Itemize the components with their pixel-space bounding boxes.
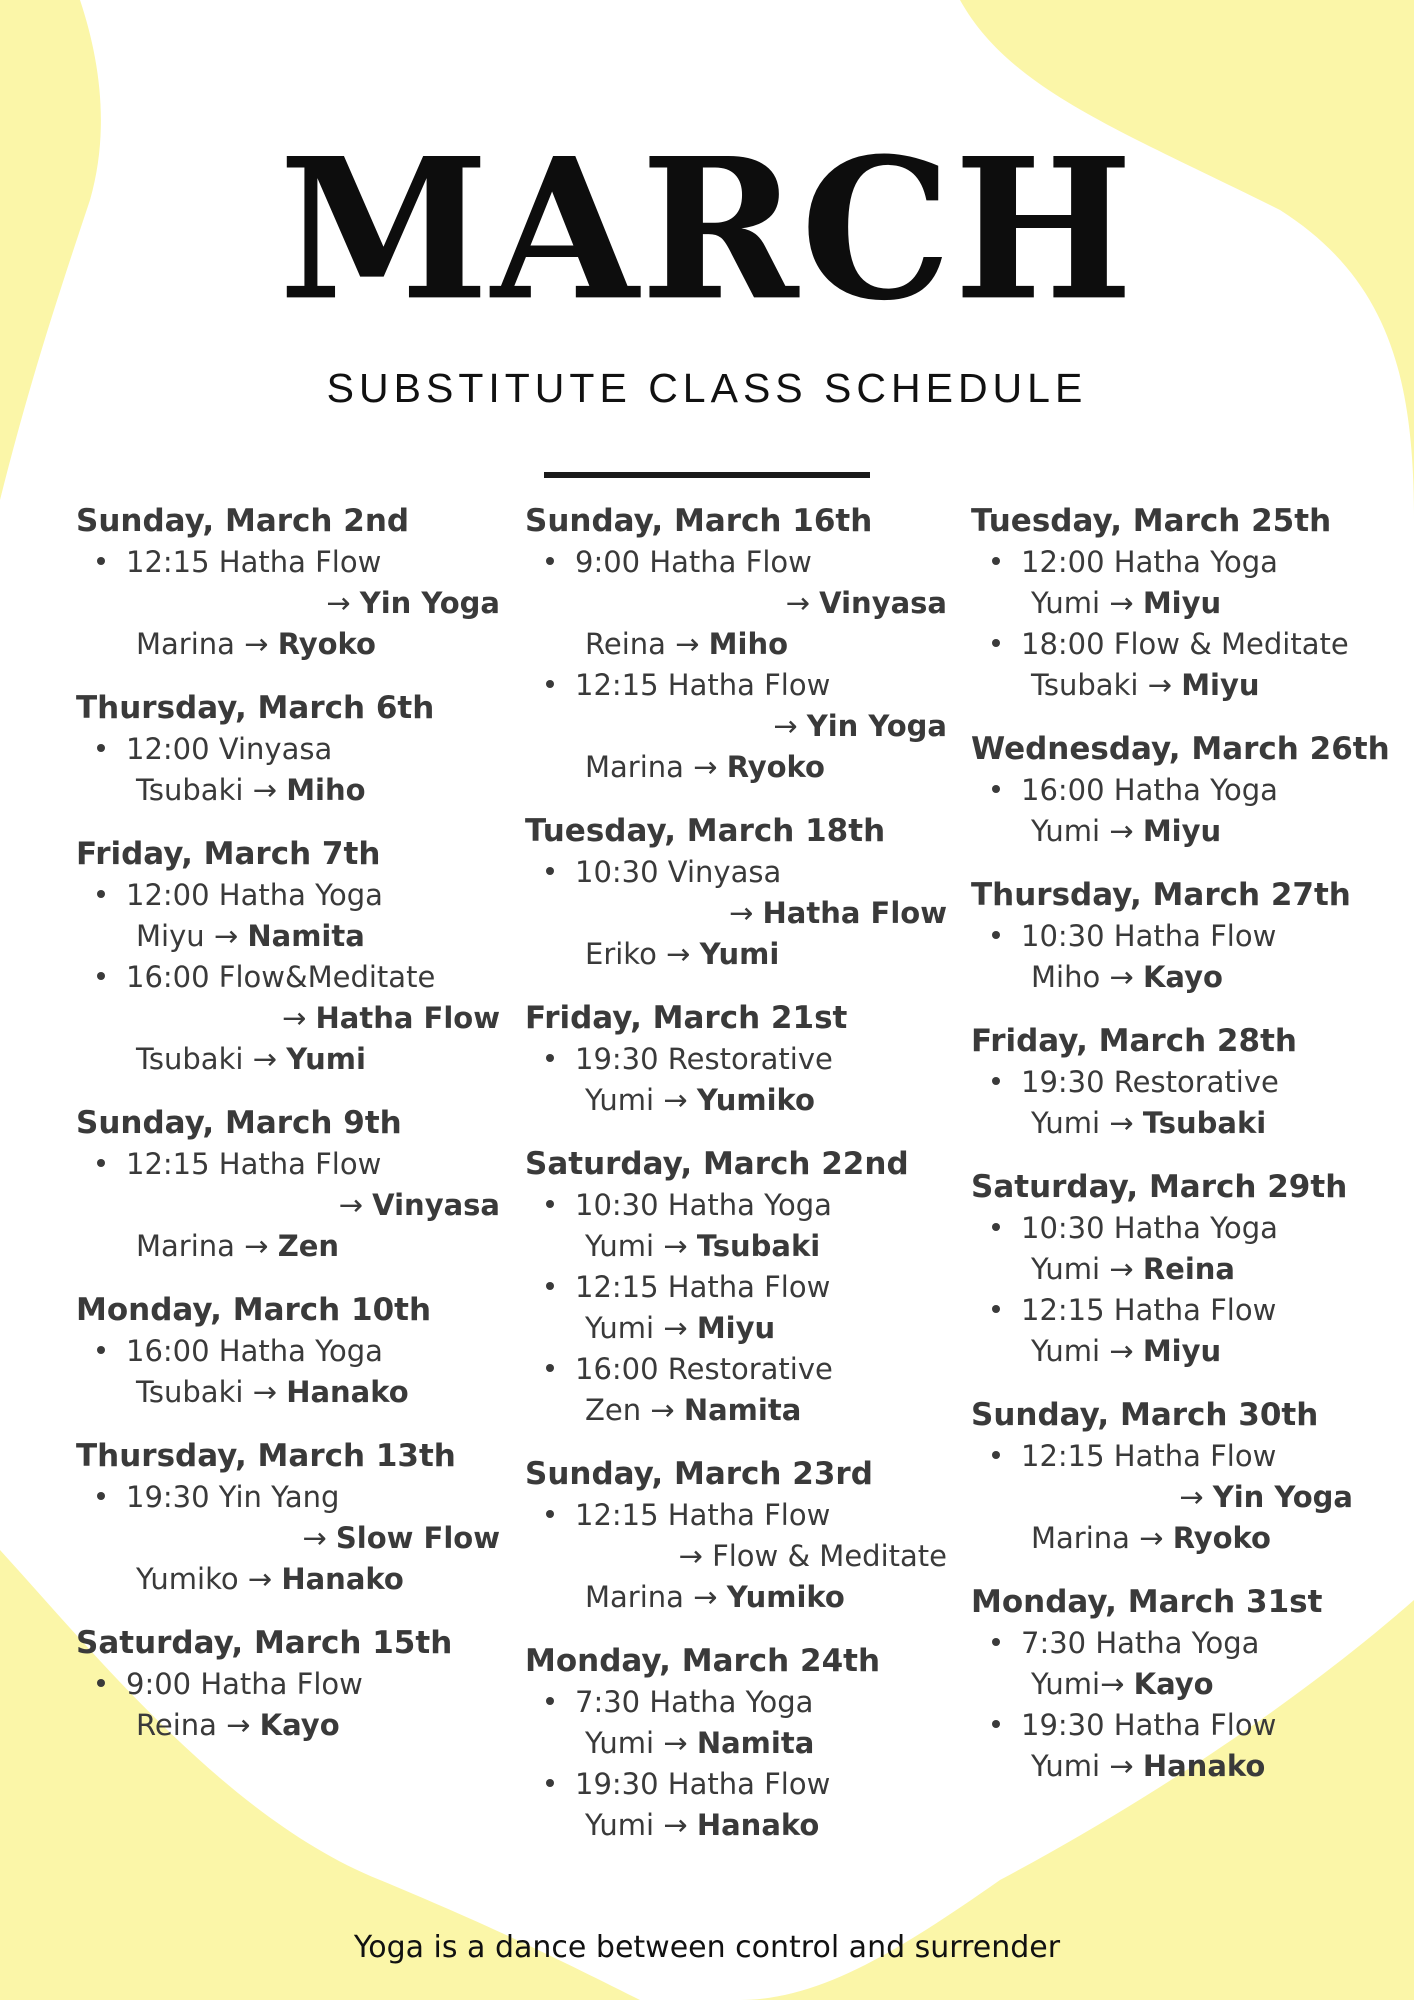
arrow-icon: → [654,1311,697,1345]
original-teacher: Yumi [1031,814,1101,848]
substitute-teacher: Kayo [259,1708,340,1742]
arrow-icon: → [302,1521,336,1555]
schedule-entry [525,1349,947,1431]
day-block [76,1435,500,1600]
class-time: 16:00 Hatha Yoga [1021,773,1278,807]
bullet-icon [992,1638,1000,1646]
schedule-entry [525,1764,947,1846]
arrow-icon: → [326,586,360,620]
bullet-icon [546,557,554,565]
substitute-teacher: Ryoko [277,627,376,661]
bullet-icon [546,1200,554,1208]
day-title: Thursday, March 13th [76,1438,456,1474]
original-teacher: Tsubaki [136,773,244,807]
day-title: Tuesday, March 25th [971,503,1332,539]
schedule-entry [525,542,947,665]
day-block [971,1166,1390,1372]
class-change [126,583,500,624]
teacher-change [126,916,500,957]
bullet-icon [97,744,105,752]
bullet-icon [992,557,1000,565]
substitute-teacher: Miyu [1181,668,1260,702]
substitute-teacher: Namita [247,919,365,953]
new-class-name: Yin Yoga [1212,1480,1353,1514]
arrow-icon: → [238,1562,282,1596]
arrow-icon: → [654,1808,697,1842]
arrow-icon: → [1138,668,1182,702]
teacher-change [575,624,947,665]
substitute-teacher: Tsubaki [1142,1106,1267,1140]
page-subtitle: SUBSTITUTE CLASS SCHEDULE [326,365,1088,411]
day-block [525,997,947,1121]
teacher-change [126,624,500,665]
day-block [971,1581,1390,1787]
arrow-icon: → [683,750,727,784]
class-time: 12:00 Hatha Yoga [126,878,383,912]
arrow-icon: → [678,1539,713,1573]
teacher-change [126,1372,500,1413]
schedule-entry [971,770,1390,852]
bullet-icon [992,1077,1000,1085]
day-block [76,1102,500,1267]
schedule-entry [525,1682,947,1764]
arrow-icon: → [243,773,287,807]
original-teacher: Yumi [585,1808,655,1842]
schedule-entry [525,852,947,975]
day-title: Saturday, March 15th [76,1625,453,1661]
day-title: Sunday, March 2nd [76,503,410,539]
class-change [126,1185,500,1226]
day-block [971,1020,1390,1144]
arrow-icon: → [1100,1334,1143,1368]
new-class-name: Vinyasa [819,586,947,620]
class-time: 12:15 Hatha Flow [575,1498,831,1532]
schedule-entry [76,1331,500,1413]
substitute-teacher: Reina [1142,1252,1235,1286]
teacher-change [1021,811,1390,852]
new-class-name: Slow Flow [335,1521,500,1555]
substitute-teacher: Miyu [696,1311,776,1345]
class-time: 12:15 Hatha Flow [575,668,831,702]
substitute-teacher: Hanako [1142,1749,1266,1783]
arrow-icon: → [1100,1667,1134,1701]
day-title: Sunday, March 30th [971,1397,1319,1433]
day-title: Thursday, March 6th [76,690,435,726]
substitute-teacher: Ryoko [1172,1521,1271,1555]
bullet-icon [97,1159,105,1167]
arrow-icon: → [1129,1521,1173,1555]
day-block [525,810,947,975]
class-time: 19:30 Restorative [575,1042,833,1076]
day-block [971,728,1390,852]
teacher-change [126,1559,500,1600]
arrow-icon: → [728,896,763,930]
day-title: Friday, March 7th [76,836,381,872]
schedule-column-2 [525,500,947,1868]
bullet-icon [546,1510,554,1518]
original-teacher: Yumi [1031,1334,1101,1368]
bullet-icon [992,785,1000,793]
schedule-entry [971,1290,1390,1372]
substitute-teacher: Yumi [699,937,780,971]
bullet-icon [97,1492,105,1500]
class-change [575,1536,947,1577]
day-title: Wednesday, March 26th [971,731,1390,767]
bullet-icon [546,1779,554,1787]
teacher-change [1021,1664,1390,1705]
arrow-icon: → [234,1229,278,1263]
substitute-teacher: Miho [708,627,789,661]
day-block [971,874,1390,998]
divider [544,472,870,478]
bullet-icon [546,867,554,875]
new-class-name: Hatha Flow [315,1001,500,1035]
class-time: 16:00 Flow&Meditate [126,960,436,994]
class-change [575,893,947,934]
original-teacher: Miho [1031,960,1101,994]
bullet-icon [992,1720,1000,1728]
schedule-entry [525,1185,947,1267]
bullet-icon [97,890,105,898]
substitute-teacher: Hanako [281,1562,404,1596]
day-block [76,687,500,811]
arrow-icon: → [216,1708,260,1742]
arrow-icon: → [243,1042,287,1076]
bullet-icon [992,1223,1000,1231]
day-block [76,1622,500,1746]
day-block [525,1640,947,1846]
new-class-name: Hatha Flow [762,896,947,930]
arrow-icon: → [1100,586,1143,620]
schedule-entry [76,875,500,957]
class-time: 10:30 Vinyasa [575,855,782,889]
original-teacher: Tsubaki [1031,668,1139,702]
day-title: Saturday, March 22nd [525,1146,909,1182]
teacher-change [1021,665,1390,706]
substitute-teacher: Zen [277,1229,340,1263]
teacher-change [1021,1103,1390,1144]
arrow-icon: → [641,1393,684,1427]
class-time: 10:30 Hatha Yoga [1021,1211,1278,1245]
original-teacher: Miyu [136,919,205,953]
original-teacher: Yumi [1031,1667,1101,1701]
bullet-icon [546,1364,554,1372]
class-time: 12:15 Hatha Flow [1021,1439,1277,1473]
day-block [525,500,947,788]
teacher-change [575,1723,947,1764]
arrow-icon: → [1100,960,1143,994]
substitute-teacher: Yumi [286,1042,366,1076]
original-teacher: Yumi [1031,1749,1101,1783]
new-class-name: Vinyasa [372,1188,500,1222]
teacher-change [1021,1746,1390,1787]
original-teacher: Yumi [1031,1252,1101,1286]
arrow-icon: → [665,627,709,661]
day-title: Friday, March 21st [525,1000,848,1036]
arrow-icon: → [654,1083,697,1117]
bullet-icon [97,972,105,980]
bullet-icon [992,639,1000,647]
substitute-teacher: Hanako [286,1375,409,1409]
schedule-column-1 [76,500,500,1768]
class-time: 9:00 Hatha Flow [126,1667,363,1701]
bullet-icon [992,931,1000,939]
original-teacher: Marina [1031,1521,1130,1555]
original-teacher: Yumi [585,1311,655,1345]
day-title: Tuesday, March 18th [525,813,886,849]
bullet-icon [546,1282,554,1290]
class-time: 7:30 Hatha Yoga [575,1685,814,1719]
schedule-entry [971,1062,1390,1144]
class-change [126,1518,500,1559]
bullet-icon [546,680,554,688]
class-time: 19:30 Restorative [1021,1065,1279,1099]
class-time: 12:15 Hatha Flow [126,1147,382,1181]
day-title: Monday, March 10th [76,1292,432,1328]
teacher-change [1021,583,1390,624]
substitute-teacher: Miyu [1142,586,1222,620]
day-block [971,1394,1390,1559]
original-teacher: Reina [585,627,666,661]
day-block [76,500,500,665]
schedule-entry [76,1144,500,1267]
teacher-change [575,1577,947,1618]
class-change [126,998,500,1039]
schedule-entry [76,542,500,665]
teacher-change [575,1226,947,1267]
class-time: 12:15 Hatha Flow [126,545,382,579]
day-block [525,1143,947,1431]
substitute-teacher: Namita [696,1726,815,1760]
class-time: 19:30 Hatha Flow [1021,1708,1277,1742]
arrow-icon: → [338,1188,373,1222]
teacher-change [575,1390,947,1431]
class-change [575,706,947,747]
original-teacher: Yumi [1031,586,1101,620]
class-time: 12:00 Hatha Yoga [1021,545,1278,579]
substitute-teacher: Yumiko [726,1580,845,1614]
bullet-icon [992,1451,1000,1459]
arrow-icon: → [1179,1480,1213,1514]
new-class-name: Yin Yoga [359,586,500,620]
teacher-change [1021,1518,1390,1559]
day-title: Monday, March 31st [971,1584,1323,1620]
schedule-entry [971,1208,1390,1290]
arrow-icon: → [204,919,248,953]
arrow-icon: → [656,937,700,971]
substitute-teacher: Ryoko [726,750,825,784]
original-teacher: Reina [136,1708,217,1742]
day-block [525,1453,947,1618]
substitute-teacher: Hanako [696,1808,820,1842]
teacher-change [1021,957,1390,998]
class-time: 12:15 Hatha Flow [1021,1293,1277,1327]
substitute-teacher: Miyu [1142,1334,1222,1368]
day-title: Saturday, March 29th [971,1169,1348,1205]
bullet-icon [992,1305,1000,1313]
teacher-change [575,1080,947,1121]
original-teacher: Yumi [585,1726,655,1760]
bullet-icon [97,1346,105,1354]
teacher-change [1021,1331,1390,1372]
teacher-change [575,1308,947,1349]
teacher-change [126,770,500,811]
bullet-icon [97,1679,105,1687]
teacher-change [126,1226,500,1267]
original-teacher: Yumiko [136,1562,239,1596]
day-title: Sunday, March 23rd [525,1456,873,1492]
substitute-teacher: Miho [286,773,366,807]
class-time: 7:30 Hatha Yoga [1021,1626,1260,1660]
schedule-entry [76,729,500,811]
day-title: Sunday, March 16th [525,503,873,539]
arrow-icon: → [1100,1252,1143,1286]
class-time: 18:00 Flow & Meditate [1021,627,1349,661]
class-time: 16:00 Restorative [575,1352,833,1386]
arrow-icon: → [654,1229,697,1263]
arrow-icon: → [281,1001,316,1035]
schedule-entry [76,1664,500,1746]
substitute-teacher: Tsubaki [696,1229,821,1263]
arrow-icon: → [683,1580,727,1614]
teacher-change [126,1039,500,1080]
schedule-entry [76,957,500,1080]
class-time: 16:00 Hatha Yoga [126,1334,383,1368]
page-title: MARCH [278,115,1136,344]
substitute-teacher: Miyu [1142,814,1222,848]
bullet-icon [546,1697,554,1705]
arrow-icon: → [785,586,820,620]
schedule-column-3 [971,500,1390,1809]
bullet-icon [97,557,105,565]
arrow-icon: → [654,1726,697,1760]
teacher-change [1021,1249,1390,1290]
original-teacher: Yumi [1031,1106,1101,1140]
schedule-entry [76,1477,500,1600]
arrow-icon: → [1100,1749,1143,1783]
teacher-change [575,934,947,975]
day-block [76,833,500,1080]
substitute-teacher: Yumiko [696,1083,815,1117]
class-change [1021,1477,1353,1518]
class-change [575,583,947,624]
new-class-name: Flow & Meditate [712,1539,947,1573]
teacher-change [126,1705,500,1746]
class-time: 12:00 Vinyasa [126,732,333,766]
original-teacher: Yumi [585,1083,655,1117]
day-title: Sunday, March 9th [76,1105,402,1141]
arrow-icon: → [1100,1106,1143,1140]
schedule-entry [971,1623,1390,1705]
bullet-icon [546,1054,554,1062]
class-time: 19:30 Hatha Flow [575,1767,831,1801]
schedule-entry [525,1267,947,1349]
original-teacher: Marina [585,750,684,784]
day-title: Friday, March 28th [971,1023,1297,1059]
original-teacher: Tsubaki [136,1042,244,1076]
substitute-teacher: Kayo [1142,960,1223,994]
arrow-icon: → [1100,814,1143,848]
class-time: 9:00 Hatha Flow [575,545,812,579]
original-teacher: Marina [136,1229,235,1263]
class-time: 12:15 Hatha Flow [575,1270,831,1304]
new-class-name: Yin Yoga [806,709,947,743]
footer-quote: Yoga is a dance between control and surrender [353,1930,1061,1965]
arrow-icon: → [243,1375,287,1409]
schedule-entry [971,916,1390,998]
original-teacher: Marina [585,1580,684,1614]
arrow-icon: → [773,709,807,743]
original-teacher: Yumi [585,1229,655,1263]
original-teacher: Zen [585,1393,642,1427]
original-teacher: Eriko [585,937,657,971]
day-block [971,500,1390,706]
day-block [76,1289,500,1413]
original-teacher: Marina [136,627,235,661]
original-teacher: Tsubaki [136,1375,244,1409]
schedule-entry [525,1495,947,1618]
schedule-entry [971,1436,1390,1559]
class-time: 10:30 Hatha Flow [1021,919,1277,953]
substitute-teacher: Namita [683,1393,802,1427]
schedule-entry [525,1039,947,1121]
schedule-entry [971,1705,1390,1787]
teacher-change [575,747,947,788]
arrow-icon: → [234,627,278,661]
teacher-change [575,1805,947,1846]
schedule-entry [971,542,1390,624]
day-title: Thursday, March 27th [971,877,1351,913]
schedule-entry [525,665,947,788]
class-time: 10:30 Hatha Yoga [575,1188,832,1222]
day-title: Monday, March 24th [525,1643,881,1679]
schedule-entry [971,624,1390,706]
class-time: 19:30 Yin Yang [126,1480,340,1514]
substitute-teacher: Kayo [1133,1667,1214,1701]
